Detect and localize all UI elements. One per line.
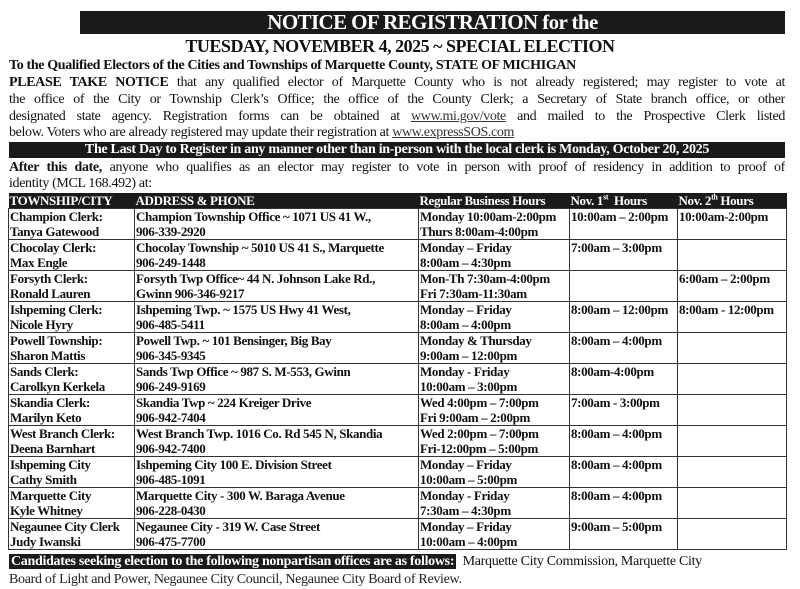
addressee: To the Qualified Electors of the Cities and Townships of Marquette County, STATE OF MICHIGAN [9,58,576,73]
hours-cell-line: Monday 10:00am-2:00pm [420,209,557,224]
hours-cell [419,488,570,519]
township-cell [9,488,135,519]
hours-cell-line: Monday – Friday [420,240,512,255]
township-cell-line: Ronald Lauren [10,286,91,301]
township-cell-line: Deena Barnhart [10,441,96,456]
address-cell-line: 906-228-0430 [136,503,206,518]
nov1-hours-cell: 8:00am – 4:00pm [570,333,678,364]
township-cell-line: Max Engle [10,255,68,270]
nov1-hours-cell: 7:00am – 3:00pm [570,240,678,271]
clerk-table [8,193,787,550]
township-cell-line: Judy Iwanski [10,534,81,549]
header-nov2: Nov. 2th Hours [678,193,787,209]
table-row [9,209,787,240]
nov1-hours-cell: 9:00am – 5:00pm [570,519,678,550]
township-cell-line: Skandia Clerk: [10,395,90,410]
nov1-hours-cell [570,271,678,302]
address-cell-line: 906-485-5411 [136,317,205,332]
table-row [9,519,787,550]
address-cell [135,364,419,395]
township-cell-line: Ishpeming Clerk: [10,302,103,317]
header-address: ADDRESS & PHONE [135,193,419,209]
hours-cell [419,457,570,488]
hours-cell-line: Fri-12:00pm – 5:00pm [420,441,538,456]
notice-text: that any qualified elector of Marquette County who is not already registered; may register to vote at [168,75,785,90]
address-cell-line: Champion Township Office ~ 1071 US 41 W., [136,209,371,224]
candidates-line-1 [9,553,785,570]
address-cell-line: 906-942-7400 [136,441,206,456]
hours-cell-line: Wed 2:00pm – 7:00pm [420,426,539,441]
table-row [9,457,787,488]
address-cell [135,488,419,519]
after-lead: After this date, [9,160,102,175]
township-cell [9,240,135,271]
township-cell [9,457,135,488]
hours-cell-line: Monday – Friday [420,302,512,317]
nov1-hours-cell: 8:00am – 4:00pm [570,426,678,457]
hours-cell-line: 10:00am – 5:00pm [420,472,517,487]
township-cell-line: Champion Clerk: [10,209,103,224]
township-cell-line: Carolkyn Kerkela [10,379,105,394]
notice-line-1 [9,75,785,91]
township-cell-line: West Branch Clerk: [10,426,115,441]
hours-cell [419,519,570,550]
address-cell-line: 906-475-7700 [136,534,206,549]
table-header [9,193,787,209]
hours-cell-line: Fri 9:00am – 2:00pm [420,410,530,425]
notice-text: below. Voters who are already registered may update their registration at [9,125,393,140]
address-cell-line: 906-339-2920 [136,224,206,239]
address-cell [135,209,419,240]
hours-cell [419,426,570,457]
hours-cell [419,395,570,426]
hours-cell-line: 8:00am – 4:00pm [420,317,511,332]
notice-lead: PLEASE TAKE NOTICE [9,75,169,90]
hours-cell [419,271,570,302]
header-township: TOWNSHIP/CITY [9,193,135,209]
address-cell [135,426,419,457]
notice-line-2: the office of the City or Township Clerk’s Office; the office of the County Clerk; a Secretary of State branch office, or other [9,92,785,107]
header-hours: Regular Business Hours [419,193,570,209]
address-cell-line: 906-485-1091 [136,472,206,487]
address-cell [135,240,419,271]
deadline-banner: The Last Day to Register in any manner other than in-person with the local clerk is Monday, October 20, 2025 [9,142,785,158]
hours-cell-line: Monday – Friday [420,457,512,472]
after-text: anyone who qualifies as an elector may register to vote in person with proof of residency in addition to proof of [101,160,785,175]
address-cell-line: 906-942-7404 [136,410,206,425]
township-cell-line: Sharon Mattis [10,348,86,363]
address-cell-line: Chocolay Township ~ 5010 US 41 S., Marquette [136,240,384,255]
address-cell-line: 906-345-9345 [136,348,206,363]
candidates-label: Candidates seeking election to the following nonpartisan offices are as follows: [11,554,455,569]
township-cell-line: Chocolay Clerk: [10,240,97,255]
nov2-hours-cell [678,426,787,457]
address-cell-line: Marquette City - 300 W. Baraga Avenue [136,488,345,503]
nov1-hours-cell: 8:00am-4:00pm [570,364,678,395]
nov2-hours-cell [678,364,787,395]
address-cell [135,457,419,488]
table-row [9,426,787,457]
after-line-1 [9,160,785,176]
hours-cell-line: 7:30am – 4:30pm [420,503,511,518]
nov2-hours-cell [678,240,787,271]
notice-title: NOTICE OF REGISTRATION for the [80,11,785,34]
address-cell-line: Negaunee City - 319 W. Case Street [136,519,320,534]
nov2-hours-cell: 10:00am-2:00pm [678,209,787,240]
notice-line-4 [9,125,785,141]
township-cell-line: Nicole Hyry [10,317,73,332]
township-cell-line: Marquette City [10,488,92,503]
township-cell [9,426,135,457]
hours-cell-line: 9:00am – 12:00pm [420,348,517,363]
hours-cell-line: Monday - Friday [420,488,510,503]
address-cell [135,302,419,333]
nov2-hours-cell: 8:00am - 12:00pm [678,302,787,333]
township-cell-line: Tanya Gatewood [10,224,99,239]
hours-cell-line: Fri 7:30am-11:30am [420,286,527,301]
hours-cell-line: 10:00am – 4:00pm [420,534,517,549]
township-cell-line: Marilyn Keto [10,410,82,425]
hours-cell-line: Monday - Friday [420,364,510,379]
hours-cell [419,302,570,333]
address-cell-line: 906-249-9169 [136,379,206,394]
address-cell-line: Forsyth Twp Office~ 44 N. Johnson Lake Rd., [136,271,375,286]
table-row [9,302,787,333]
notice-text: and mailed to the Prospective Clerk listed [505,109,785,124]
township-cell-line: Powell Township: [10,333,103,348]
township-cell [9,364,135,395]
township-cell-line: Forsyth Clerk: [10,271,88,286]
hours-cell-line: Wed 4:00pm – 7:00pm [420,395,539,410]
township-cell-line: Ishpeming City [10,457,91,472]
table-row [9,240,787,271]
link-mi-gov-vote[interactable]: www.mi.gov/vote [410,109,506,124]
hours-cell-line: Monday & Thursday [420,333,532,348]
address-cell-line: West Branch Twp. 1016 Co. Rd 545 N, Skandia [136,426,383,441]
hours-cell-line: Mon-Th 7:30am-4:00pm [420,271,550,286]
hours-cell [419,333,570,364]
table-row [9,271,787,302]
candidates-line-2: Board of Light and Power, Negaunee City Council, Negaunee City Board of Review. [9,572,462,587]
nov2-hours-cell [678,457,787,488]
table-row [9,488,787,519]
address-cell [135,519,419,550]
township-cell [9,209,135,240]
hours-cell [419,209,570,240]
election-subtitle: TUESDAY, NOVEMBER 4, 2025 ~ SPECIAL ELECTION [185,36,615,56]
township-cell [9,395,135,426]
hours-cell-line: Monday – Friday [420,519,512,534]
nov2-hours-cell [678,333,787,364]
candidates-offices: Marquette City Commission, Marquette City [456,554,702,569]
hours-cell-line: 8:00am – 4:30pm [420,255,511,270]
nov1-hours-cell: 10:00am – 2:00pm [570,209,678,240]
address-cell-line: Sands Twp Office ~ 987 S. M-553, Gwinn [136,364,351,379]
township-cell [9,271,135,302]
township-cell [9,302,135,333]
address-cell-line: Gwinn 906-346-9217 [136,286,245,301]
hours-cell-line: 10:00am – 3:00pm [420,379,517,394]
address-cell-line: Powell Twp. ~ 101 Bensinger, Big Bay [136,333,332,348]
township-cell-line: Cathy Smith [10,472,77,487]
address-cell-line: Ishpeming City 100 E. Division Street [136,457,332,472]
after-line-2: identity (MCL 168.492) at: [9,176,152,191]
township-cell-line: Kyle Whitney [10,503,83,518]
township-cell-line: Negaunee City Clerk [10,519,120,534]
notice-line-3 [9,109,785,125]
nov2-hours-cell [678,519,787,550]
nov2-hours-cell [678,488,787,519]
nov1-hours-cell: 8:00am – 12:00pm [570,302,678,333]
address-cell [135,395,419,426]
notice-text: designated state agency. Registration forms can be obtained at [9,109,411,124]
hours-cell [419,240,570,271]
nov2-hours-cell: 6:00am – 2:00pm [678,271,787,302]
nov2-hours-cell [678,395,787,426]
table-row [9,395,787,426]
nov1-hours-cell: 7:00am - 3:00pm [570,395,678,426]
hours-cell [419,364,570,395]
township-cell [9,333,135,364]
link-express-sos[interactable]: www.expressSOS.com [392,125,515,140]
hours-cell-line: Thurs 8:00am-4:00pm [420,224,538,239]
address-cell [135,333,419,364]
address-cell [135,271,419,302]
township-cell-line: Sands Clerk: [10,364,79,379]
address-cell-line: Skandia Twp ~ 224 Kreiger Drive [136,395,312,410]
table-row [9,364,787,395]
address-cell-line: 906-249-1448 [136,255,206,270]
address-cell-line: Ishpeming Twp. ~ 1575 US Hwy 41 West, [136,302,351,317]
table-row [9,333,787,364]
nov1-hours-cell: 8:00am – 4:00pm [570,457,678,488]
township-cell [9,519,135,550]
nov1-hours-cell: 8:00am – 4:00pm [570,488,678,519]
header-nov1: Nov. 1st Hours [570,193,678,209]
